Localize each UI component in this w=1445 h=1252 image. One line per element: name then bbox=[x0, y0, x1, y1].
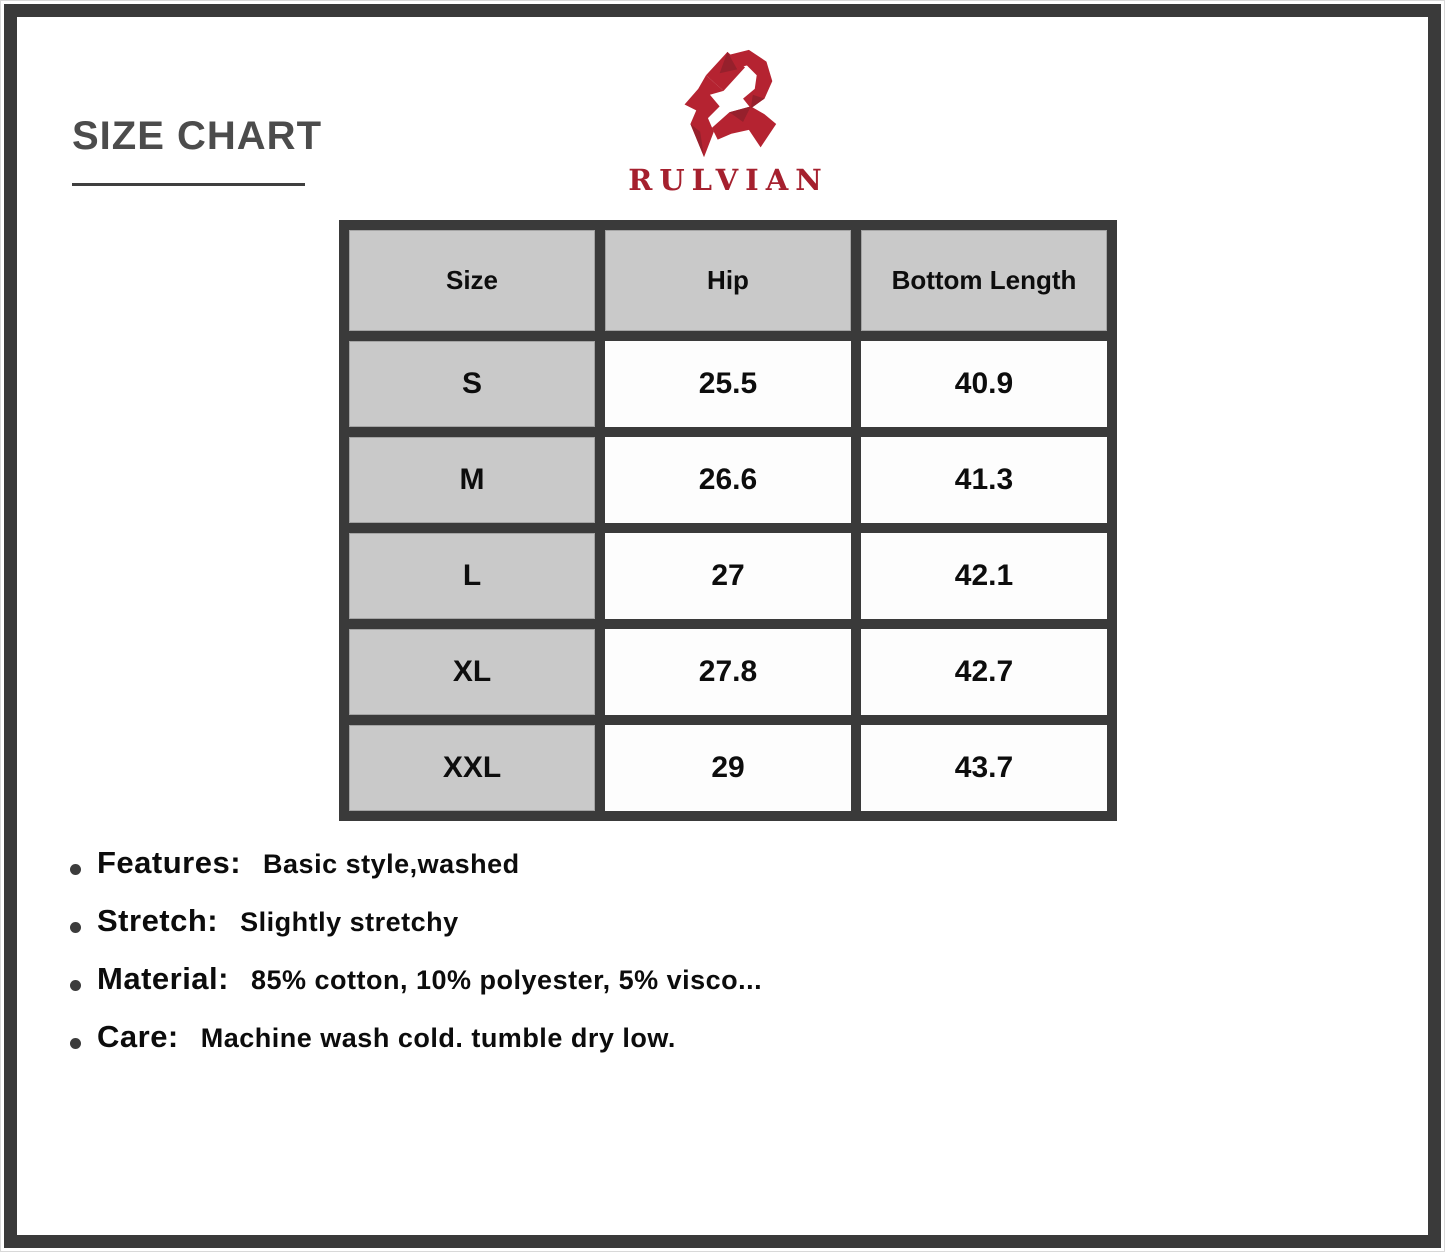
title-underline bbox=[72, 183, 305, 186]
detail-item-care bbox=[70, 1019, 1170, 1077]
size-cell: L bbox=[349, 533, 595, 619]
page-title: SIZE CHART bbox=[72, 114, 322, 158]
hip-cell: 27.8 bbox=[605, 629, 851, 715]
product-details-list bbox=[70, 845, 1170, 1077]
detail-label: Features: bbox=[97, 845, 242, 880]
hip-cell: 26.6 bbox=[605, 437, 851, 523]
bullet-icon bbox=[70, 922, 81, 933]
column-header-size: Size bbox=[349, 230, 595, 331]
detail-label: Stretch: bbox=[97, 903, 219, 938]
detail-item-features bbox=[70, 845, 1170, 903]
brand-r-mark-icon bbox=[667, 42, 784, 164]
column-header-hip: Hip bbox=[605, 230, 851, 331]
bottom-length-cell: 40.9 bbox=[861, 341, 1107, 427]
size-cell: M bbox=[349, 437, 595, 523]
bullet-icon bbox=[70, 1038, 81, 1049]
detail-label: Material: bbox=[97, 961, 229, 996]
size-table bbox=[339, 220, 1117, 821]
brand-logo bbox=[565, 42, 885, 195]
hip-cell: 25.5 bbox=[605, 341, 851, 427]
detail-label: Care: bbox=[97, 1019, 179, 1054]
bullet-icon bbox=[70, 980, 81, 991]
detail-item-material bbox=[70, 961, 1170, 1019]
detail-value: Slightly stretchy bbox=[240, 907, 459, 937]
hip-cell: 29 bbox=[605, 725, 851, 811]
brand-name: RULVIAN bbox=[628, 163, 829, 197]
detail-value: 85% cotton, 10% polyester, 5% visco... bbox=[250, 965, 763, 995]
bottom-length-cell: 42.7 bbox=[861, 629, 1107, 715]
bullet-icon bbox=[70, 864, 81, 875]
bottom-length-cell: 42.1 bbox=[861, 533, 1107, 619]
size-cell: XL bbox=[349, 629, 595, 715]
column-header-bottom-length: Bottom Length bbox=[861, 230, 1107, 331]
hip-cell: 27 bbox=[605, 533, 851, 619]
bottom-length-cell: 41.3 bbox=[861, 437, 1107, 523]
detail-value: Machine wash cold. tumble dry low. bbox=[200, 1023, 676, 1053]
detail-item-stretch bbox=[70, 903, 1170, 961]
detail-value: Basic style,washed bbox=[263, 849, 520, 879]
size-cell: XXL bbox=[349, 725, 595, 811]
bottom-length-cell: 43.7 bbox=[861, 725, 1107, 811]
size-cell: S bbox=[349, 341, 595, 427]
